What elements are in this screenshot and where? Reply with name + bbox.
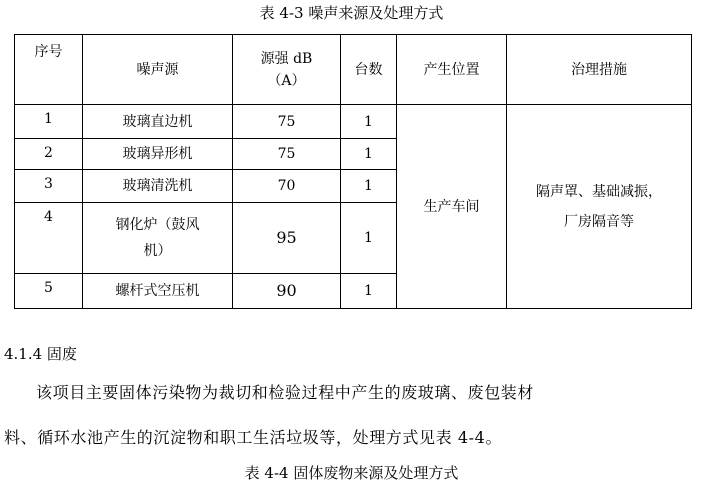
row-level: 75 (233, 105, 341, 139)
row-source (83, 203, 233, 274)
measures-line2: 厂房隔音等 (564, 213, 634, 230)
row-index: 4 (15, 203, 83, 274)
row-index: 1 (15, 105, 83, 139)
noise-source-table (14, 34, 692, 309)
header-level-line2: （A） (267, 72, 306, 89)
row-count: 1 (341, 139, 397, 170)
row-count: 1 (341, 274, 397, 309)
header-level-line1: 源强 dB (260, 50, 313, 67)
row-level: 90 (233, 274, 341, 309)
measures-cell (507, 105, 692, 309)
header-index: 序号 (15, 35, 83, 105)
row-source: 螺杆式空压机 (83, 274, 233, 309)
row-source: 玻璃异形机 (83, 139, 233, 170)
header-location: 产生位置 (397, 35, 507, 105)
header-measures: 治理措施 (507, 35, 692, 105)
row-source-line1: 钢化炉（鼓风 (115, 217, 200, 233)
row-count: 1 (341, 203, 397, 274)
table-caption: 表 4-3 噪声来源及处理方式 (259, 4, 444, 22)
row-source: 玻璃清洗机 (83, 170, 233, 203)
row-count: 1 (341, 170, 397, 203)
location-cell: 生产车间 (397, 105, 507, 309)
row-index: 3 (15, 170, 83, 203)
next-table-caption: 表 4-4 固体废物来源及处理方式 (244, 464, 459, 482)
row-source: 玻璃直边机 (83, 105, 233, 139)
table-row (15, 105, 692, 139)
row-source-line2: 机） (143, 243, 172, 259)
row-count: 1 (341, 105, 397, 139)
header-count: 台数 (341, 35, 397, 105)
row-level: 70 (233, 170, 341, 203)
paragraph-line-1: 该项目主要固体污染物为裁切和检验过程中产生的废玻璃、废包装材 (36, 383, 535, 402)
table-header-row (15, 35, 692, 105)
header-level (233, 35, 341, 105)
row-level: 75 (233, 139, 341, 170)
row-level: 95 (233, 203, 341, 274)
section-heading: 4.1.4 固废 (4, 345, 77, 363)
row-index: 5 (15, 274, 83, 309)
paragraph-line-2: 料、循环水池产生的沉淀物和职工生活垃圾等，处理方式见表 4-4。 (4, 428, 503, 447)
row-index: 2 (15, 139, 83, 170)
header-source: 噪声源 (83, 35, 233, 105)
measures-line1: 隔声罩、基础减振， (536, 183, 662, 200)
